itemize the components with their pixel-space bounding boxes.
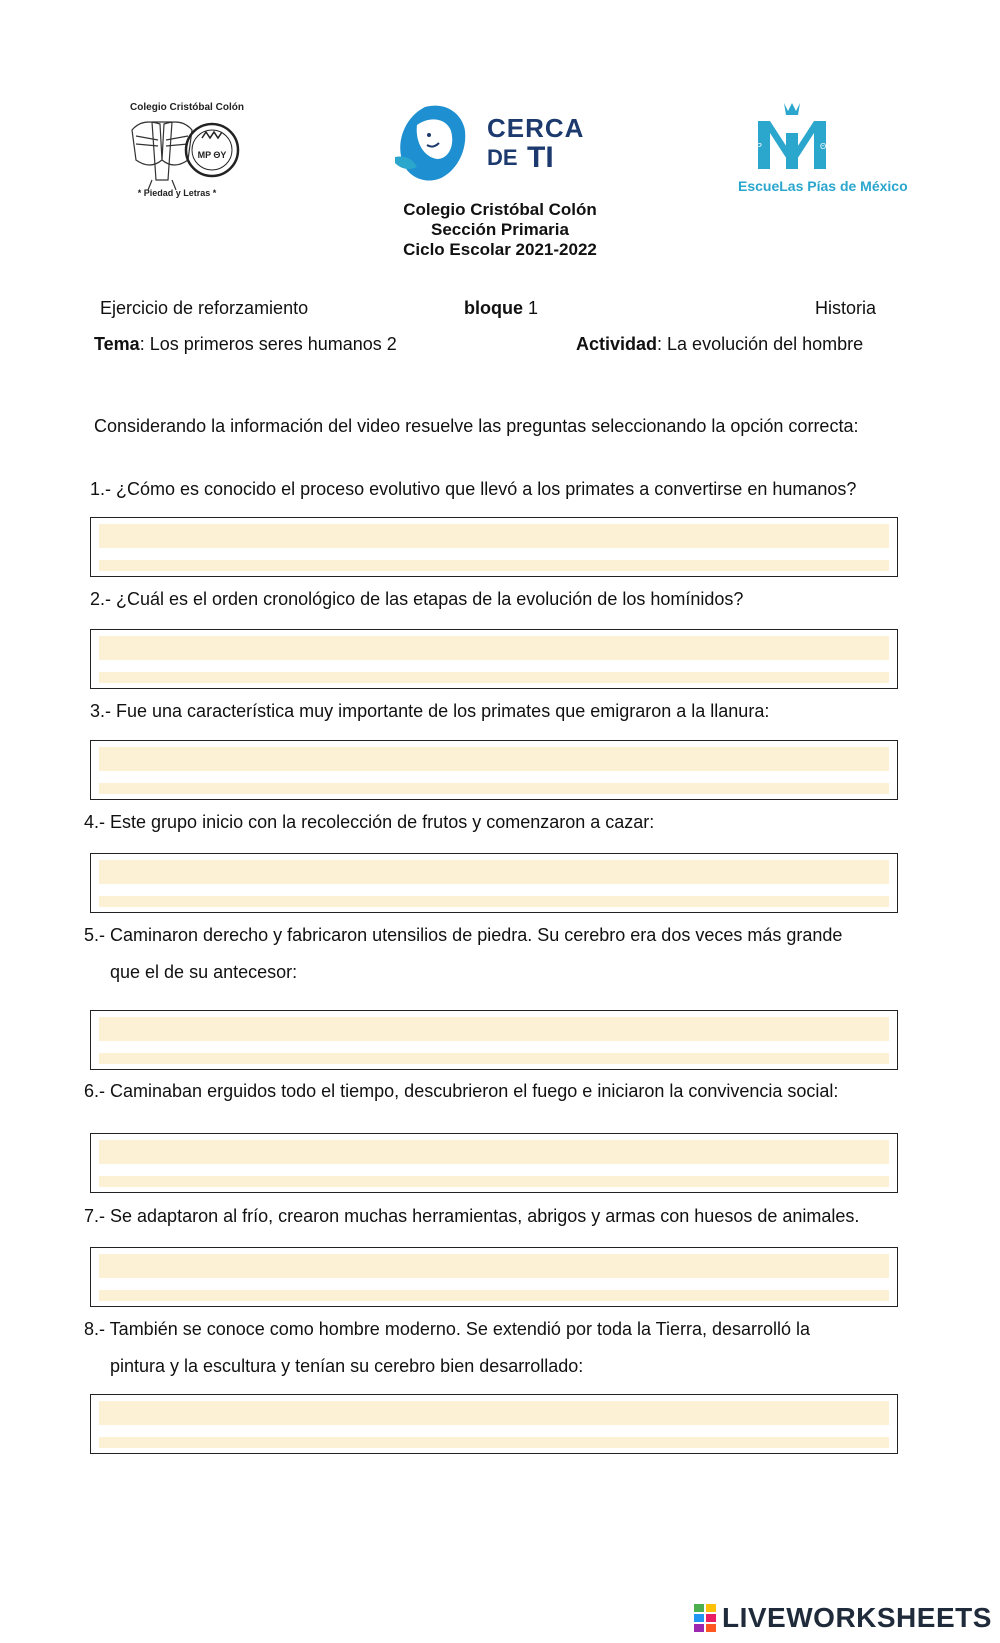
- answer-field-7[interactable]: [90, 1247, 898, 1307]
- school-name: Colegio Cristóbal Colón: [403, 200, 597, 219]
- answer-field-2[interactable]: [90, 629, 898, 689]
- activity-value: : La evolución del hombre: [657, 334, 864, 354]
- block-value: 1: [523, 298, 539, 318]
- question-5-line2: que el de su antecesor:: [110, 962, 298, 982]
- question-1: 1.- ¿Cómo es conocido el proceso evolutivo que llevó a los primates a convertirse en humanos?: [90, 479, 857, 499]
- school-section: Sección Primaria: [431, 220, 569, 239]
- colegio-logo: [122, 100, 252, 210]
- answer-field-5[interactable]: [90, 1010, 898, 1070]
- question-7: 7.- Se adaptaron al frío, crearon muchas herramientas, abrigos y armas con huesos de animales.: [84, 1206, 860, 1226]
- block-info: [464, 297, 538, 319]
- svg-text:Colegio Cristóbal Colón: Colegio Cristóbal Colón: [130, 102, 244, 113]
- question-8-line2: pintura y la escultura y tenían su cerebro bien desarrollado:: [110, 1356, 584, 1376]
- question-4: 4.- Este grupo inicio con la recolección de frutos y comenzaron a cazar:: [84, 812, 655, 832]
- svg-text:* Piedad y Letras *: * Piedad y Letras *: [137, 188, 217, 198]
- answer-field-1[interactable]: [90, 517, 898, 577]
- instructions: Considerando la información del video resuelve las preguntas seleccionando la opción correcta:: [94, 416, 859, 436]
- topic-value: : Los primeros seres humanos 2: [139, 334, 397, 354]
- activity-label: Actividad: [576, 334, 658, 354]
- question-6: 6.- Caminaban erguidos todo el tiempo, descubrieron el fuego e iniciaron la convivencia social:: [84, 1081, 839, 1101]
- answer-field-3[interactable]: [90, 740, 898, 800]
- svg-text:MP: MP: [750, 142, 762, 151]
- question-8: 8.- También se conoce como hombre moderno. Se extendió por toda la Tierra, desarrolló la: [84, 1319, 811, 1339]
- activity: [576, 333, 863, 355]
- answer-field-4[interactable]: [90, 853, 898, 913]
- liveworksheets-icon: [694, 1604, 718, 1632]
- escuelas-pias-logo: [738, 103, 918, 203]
- question-3: 3.- Fue una característica muy importante de los primates que emigraron a la llanura:: [90, 701, 770, 721]
- subject: Historia: [815, 298, 877, 318]
- cerca-de-ti-logo: [395, 97, 615, 193]
- topic: [94, 333, 397, 355]
- question-5: 5.- Caminaron derecho y fabricaron utensilios de piedra. Su cerebro era dos veces más grande: [84, 925, 843, 945]
- svg-text:DE: DE: [487, 145, 518, 170]
- svg-text:ΘY: ΘY: [820, 142, 832, 151]
- block-label: bloque: [464, 298, 523, 318]
- liveworksheets-text: LIVEWORKSHEETS: [722, 1602, 992, 1633]
- svg-text:MP ΘY: MP ΘY: [197, 150, 227, 160]
- svg-text:CERCA: CERCA: [487, 113, 585, 143]
- question-2: 2.- ¿Cuál es el orden cronológico de las etapas de la evolución de los homínidos?: [90, 589, 744, 609]
- exercise-type: Ejercicio de reforzamiento: [100, 298, 309, 318]
- topic-label: Tema: [94, 334, 140, 354]
- svg-text:EscueLas Pías de México: EscueLas Pías de México: [738, 178, 908, 194]
- school-year: Ciclo Escolar 2021-2022: [403, 240, 597, 259]
- liveworksheets-brand: [694, 1601, 992, 1635]
- answer-field-8[interactable]: [90, 1394, 898, 1454]
- answer-field-6[interactable]: [90, 1133, 898, 1193]
- svg-text:TI: TI: [527, 141, 554, 174]
